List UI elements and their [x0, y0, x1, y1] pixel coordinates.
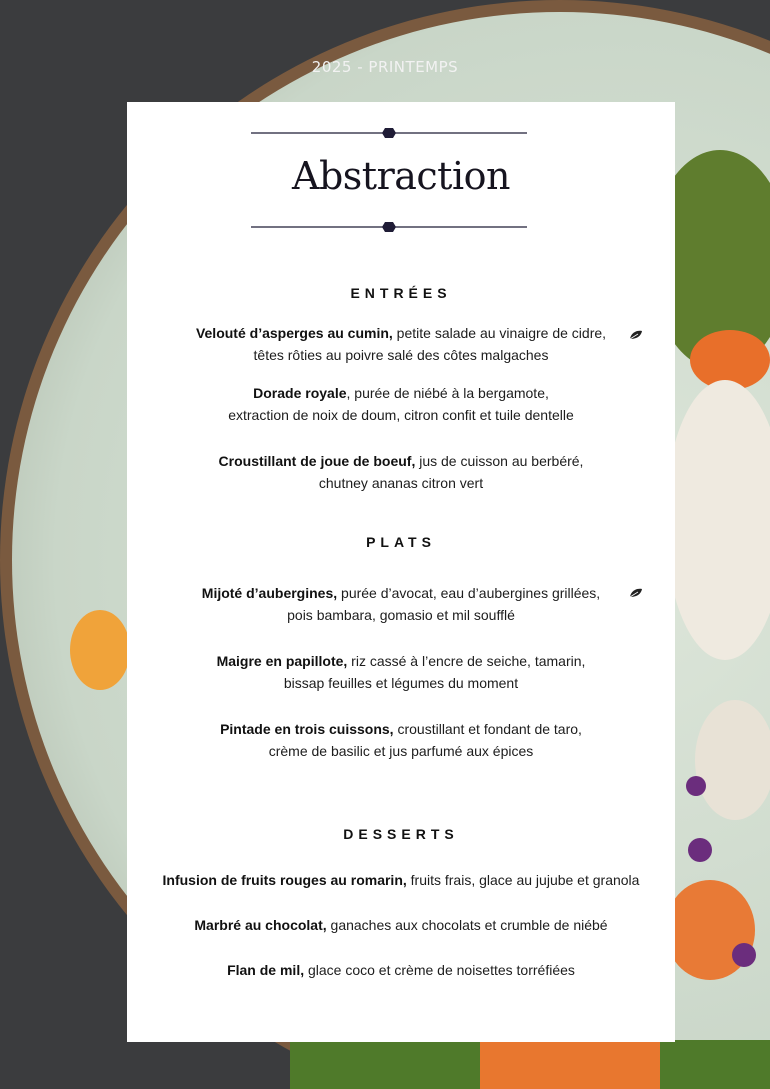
section-title-plats: PLATS: [366, 534, 436, 550]
menu-card: [127, 102, 675, 1042]
dish-name: Pintade en trois cuissons,: [220, 721, 394, 737]
dish-name: Infusion de fruits rouges au romarin,: [162, 872, 407, 888]
dish-name: Dorade royale: [253, 385, 347, 401]
dish-description: , purée de niébé à la bergamote,: [346, 385, 549, 401]
dish-description: riz cassé à l’encre de seiche, tamarin,: [347, 653, 586, 669]
dish-description: purée d’avocat, eau d’aubergines grillées,: [337, 585, 601, 601]
dish-description-line: crème de basilic et jus parfumé aux épices: [268, 743, 534, 759]
dish-entree-1: [137, 322, 665, 366]
dish-description-line: têtes rôties au poivre salé des côtes malgaches: [253, 347, 549, 363]
ornament-divider-bottom: [251, 220, 527, 234]
dish-plat-1: [137, 582, 665, 626]
dish-entree-3: [137, 450, 665, 494]
leaf-icon: [629, 330, 643, 340]
dish-name: Mijoté d’aubergines,: [201, 585, 338, 601]
dish-description-line: chutney ananas citron vert: [318, 475, 484, 491]
dish-description: petite salade au vinaigre de cidre,: [392, 325, 607, 341]
ornament-divider-top: [251, 126, 527, 140]
dish-description-line: pois bambara, gomasio et mil soufflé: [287, 607, 515, 623]
menu-title: Abstraction: [292, 154, 510, 198]
dish-name: Flan de mil,: [227, 962, 305, 978]
dish-dessert-2: [137, 914, 665, 936]
dish-description-line: bissap feuilles et légumes du moment: [283, 675, 519, 691]
dish-description-line: extraction de noix de doum, citron confit et tuile dentelle: [228, 407, 574, 423]
dish-dessert-1: [137, 869, 665, 891]
dish-description: croustillant et fondant de taro,: [393, 721, 582, 737]
dish-plat-2: [137, 650, 665, 694]
season-label: 2025 - PRINTEMPS: [311, 58, 459, 76]
dish-description: glace coco et crème de noisettes torréfiées: [304, 962, 575, 978]
dish-name: Croustillant de joue de boeuf,: [218, 453, 416, 469]
leaf-icon: [629, 588, 643, 598]
dish-plat-3: [137, 718, 665, 762]
dish-description: ganaches aux chocolats et crumble de niébé: [326, 917, 608, 933]
dish-description: jus de cuisson au berbéré,: [415, 453, 584, 469]
dish-entree-2: [137, 382, 665, 426]
section-title-entrees: ENTRÉES: [350, 285, 452, 301]
dish-name: Marbré au chocolat,: [194, 917, 327, 933]
section-title-desserts: DESSERTS: [343, 826, 459, 842]
dish-dessert-3: [137, 959, 665, 981]
dish-description: fruits frais, glace au jujube et granola: [406, 872, 640, 888]
dish-name: Velouté d’asperges au cumin,: [195, 325, 393, 341]
dish-name: Maigre en papillote,: [216, 653, 348, 669]
